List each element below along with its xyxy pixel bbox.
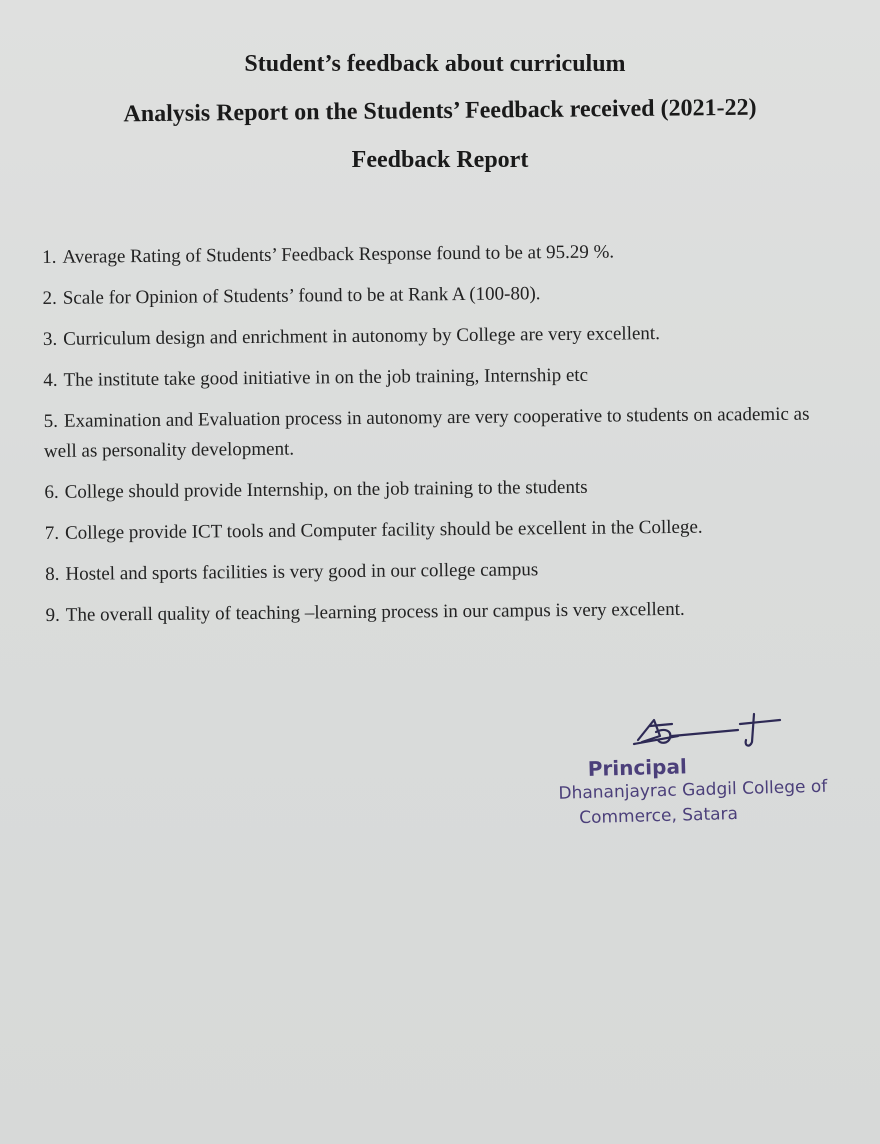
- item-number: 3.: [42, 328, 58, 350]
- stamp-college-location: Commerce, Satara: [578, 804, 739, 829]
- item-text: Examination and Evaluation process in autonomy are very cooperative to students on academic as well as personality development.: [43, 403, 810, 462]
- item-number: 8.: [45, 563, 60, 585]
- item-number: 5.: [43, 410, 59, 432]
- item-text: College should provide Internship, on the job training to the students: [64, 476, 588, 503]
- item-text: Average Rating of Students’ Feedback Response found to be at 95.29 %.: [62, 241, 615, 268]
- list-item: [42, 276, 842, 314]
- feedback-list: [42, 235, 846, 642]
- item-number: 6.: [44, 481, 59, 503]
- report-subtitle: Feedback Report: [351, 146, 529, 173]
- item-text: The overall quality of teaching –learning process in our campus is very excellent.: [65, 598, 685, 626]
- item-text: Scale for Opinion of Students’ found to be at Rank A (100-80).: [62, 283, 541, 309]
- heading-block: [0, 50, 880, 174]
- item-text: College provide ICT tools and Computer facility should be excellent in the College.: [64, 516, 703, 544]
- stamp-college-name: Dhananjayrac Gadgil College of: [558, 776, 828, 804]
- principal-stamp: [547, 750, 869, 832]
- item-number: 9.: [45, 604, 60, 626]
- document-title: Student’s feedback about curriculum: [244, 51, 626, 77]
- list-item: [45, 552, 845, 590]
- item-number: 1.: [42, 246, 57, 268]
- item-text: Curriculum design and enrichment in autonomy by College are very excellent.: [63, 323, 660, 350]
- item-number: 4.: [43, 369, 58, 391]
- handwritten-signature: [620, 706, 800, 756]
- item-number: 2.: [42, 287, 57, 309]
- item-text: The institute take good initiative in on the job training, Internship etc: [63, 364, 589, 391]
- list-item: [42, 235, 842, 273]
- item-number: 7.: [44, 522, 60, 544]
- list-item: [43, 358, 843, 396]
- item-text: Hostel and sports facilities is very good in our college campus: [65, 559, 539, 585]
- list-item: [44, 470, 844, 508]
- report-title: Analysis Report on the Students’ Feedback received (2021-22): [123, 94, 757, 128]
- list-item: [45, 511, 845, 549]
- stamp-title: Principal: [587, 754, 688, 781]
- list-item: [43, 317, 843, 355]
- list-item: [45, 593, 845, 631]
- list-item: [44, 399, 845, 467]
